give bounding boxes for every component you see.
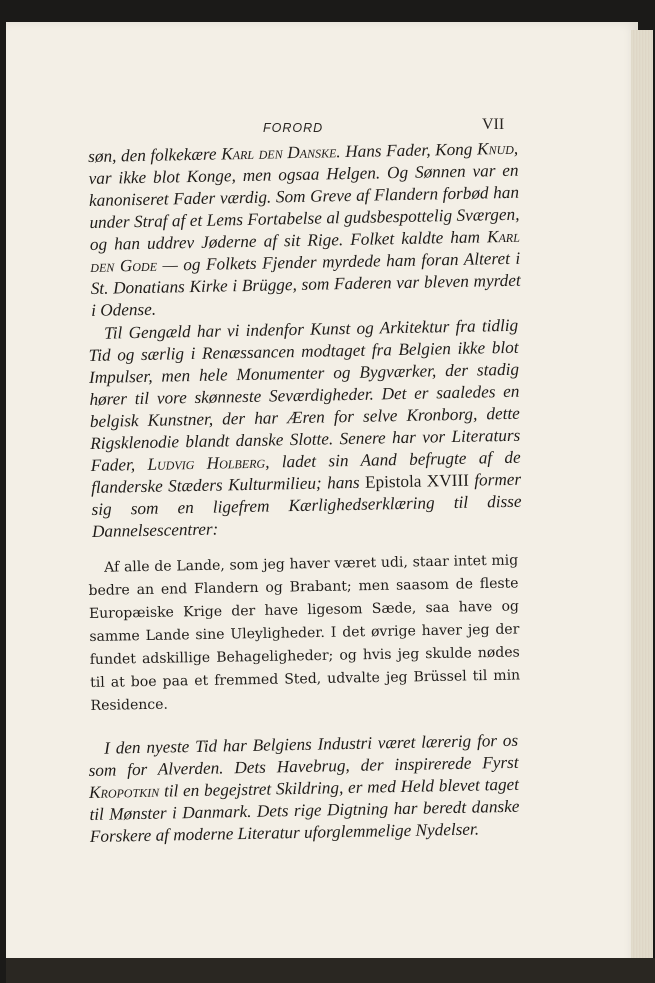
running-head: FORORD xyxy=(263,121,324,135)
page-number: VII xyxy=(482,116,505,133)
paragraph-1 xyxy=(88,138,521,322)
paragraph-2 xyxy=(88,315,522,543)
page-edges xyxy=(631,30,653,960)
name-karl-den-gode: Karl den Gode xyxy=(90,226,520,276)
paragraph-3 xyxy=(88,730,520,848)
text-run: — og Folkets Fjender myrdede ham foran Alteret i St. Donatians Kirke i Brügge, som Faderen var bleven myrdet i Odense. xyxy=(90,248,521,320)
text-run: Til Gengæld har vi indenfor Kunst og Arkitektur fra tidlig Tid og særlig i Renæssancen modtaget fra Belgien ikke blot Impulser, men hele Monumenter og Bygværker, der stadig hører til vore skønneste Seværdigheder. Det er saaledes en belgisk Kunstner, der har Æren for selve Kronborg, dette Rigsklenodie blandt danske Slotte. Senere har vor Literaturs Fader, xyxy=(88,315,521,475)
scan-border xyxy=(6,958,655,983)
text-run: former sig som en ligefrem Kærlighedserklæring til disse Dannelsescentrer: xyxy=(91,469,522,541)
text-run: . Hans Fader, Kong xyxy=(336,139,478,162)
holberg-quote: Af alle de Lande, som jeg haver været udi, staar intet mig bedre an end Flandern og Brabant; men saasom de fleste Europæiske Krige der have ligesom Sæde, saa have og samme Lande sine Uleyligheder. I det øvrige haver jeg der fundet adskillige Behageligheder; og hvis jeg skulde nødes til at boe paa et fremmed Sted, udvalte jeg Brüssel til min Residence. xyxy=(88,552,521,714)
body-text xyxy=(88,138,522,848)
text-run: til en begejstret Skildring, er med Held blevet taget til Mønster i Danmark. Dets rige Digtning har beredt danske Forskere af moderne Literatur uforglemmelige Nydelser. xyxy=(89,774,520,846)
name-ludvig-holberg: Ludvig Holberg xyxy=(147,452,266,474)
text-run: , ladet sin Aand befrugte af de flanderske Stæders Kulturmilieu; hans xyxy=(90,447,521,497)
name-karl-den-danske: Karl den Danske xyxy=(221,142,337,164)
text-run: , var ikke blot Konge, men ogsaa Helgen. Og Sønnen var en kanoniseret Fader værdig. Som Greve af Flandern forbød han under Straf af et Lems Fortabelse al gudsbespottelig Sværgen, og han uddrev Jøderne af sit Rige. Folket kaldte ham xyxy=(88,138,520,254)
epistola-title: Epistola XVIII xyxy=(364,470,470,492)
page-header xyxy=(88,112,518,136)
name-kropotkin: Kropotkin xyxy=(88,781,160,802)
text-run: søn, den folkekære xyxy=(88,144,222,166)
text-run: I den nyeste Tid har Belgiens Industri været lærerig for os som for Alverden. Dets Havebrug, der inspirerede Fyrst xyxy=(88,730,519,780)
name-knud: Knud xyxy=(476,138,514,159)
